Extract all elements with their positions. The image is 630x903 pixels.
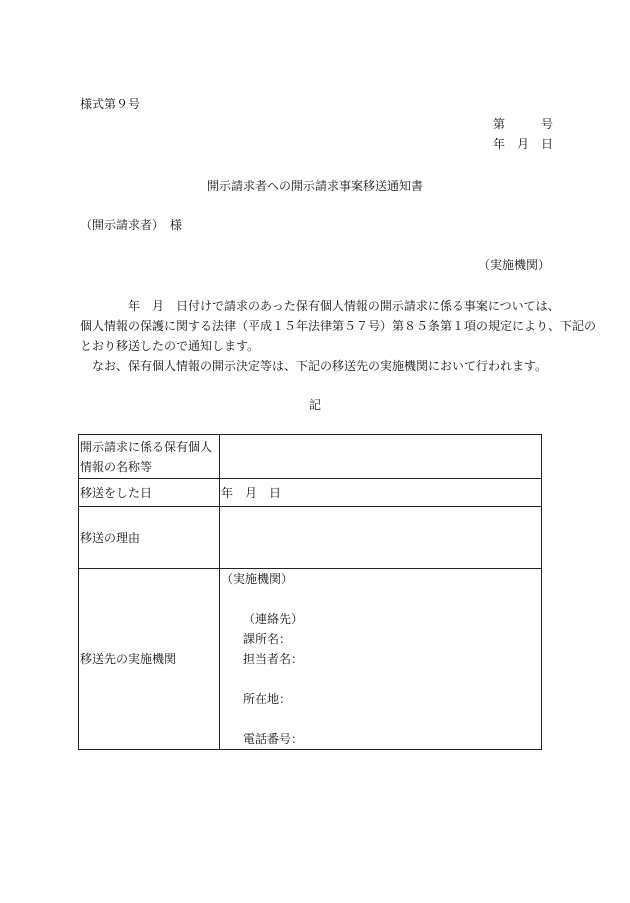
info-name-label-line: 情報の名称等 bbox=[80, 459, 153, 474]
info-name-value bbox=[220, 435, 542, 479]
table-row bbox=[79, 479, 542, 507]
body-line: 個人情報の保護に関する法律（平成１５年法律第５７号）第８５条第１項の規定により、下記の bbox=[80, 319, 597, 333]
document-date: 年 月 日 bbox=[493, 137, 554, 151]
destination-agency-label: 移送先の実施機関 bbox=[79, 569, 220, 750]
details-table bbox=[78, 434, 542, 750]
info-name-label-line: 開示請求に係る保有個人 bbox=[80, 439, 213, 454]
implementing-agency: （実施機関） bbox=[477, 258, 550, 272]
notice-body bbox=[80, 296, 597, 376]
spacer bbox=[221, 589, 541, 609]
transfer-date-value: 年 月 日 bbox=[220, 479, 542, 507]
person-in-charge-field: 担当者名： bbox=[243, 652, 304, 666]
spacer bbox=[221, 709, 541, 729]
table-row bbox=[79, 569, 542, 750]
section-name-field: 課所名： bbox=[243, 632, 292, 646]
body-line: とおり移送したので通知します。 bbox=[80, 339, 260, 353]
table-row bbox=[79, 435, 542, 479]
phone-number-field: 電話番号： bbox=[243, 732, 304, 746]
record-mark: 記 bbox=[308, 398, 321, 412]
destination-agency-value bbox=[220, 569, 542, 750]
transfer-reason-value bbox=[220, 507, 542, 569]
address-field: 所在地： bbox=[243, 692, 292, 706]
table-row bbox=[79, 507, 542, 569]
body-line: 年 月 日付けで請求のあった保有個人情報の開示請求に係る事案については、 bbox=[80, 299, 560, 313]
document-number: 第 号 bbox=[493, 117, 554, 131]
form-number: 様式第９号 bbox=[80, 97, 141, 111]
body-line: なお、保有個人情報の開示決定等は、下記の移送先の実施機関において行われます。 bbox=[80, 359, 548, 373]
transfer-date-label: 移送をした日 bbox=[79, 479, 220, 507]
destination-agency-name: （実施機関） bbox=[221, 572, 294, 586]
spacer bbox=[221, 669, 541, 689]
transfer-reason-label: 移送の理由 bbox=[79, 507, 220, 569]
addressee: （開示請求者） 様 bbox=[80, 218, 183, 232]
contact-heading: （連絡先） bbox=[243, 612, 304, 626]
info-name-label bbox=[79, 435, 220, 479]
document-title: 開示請求者への開示請求事案移送通知書 bbox=[206, 179, 423, 193]
